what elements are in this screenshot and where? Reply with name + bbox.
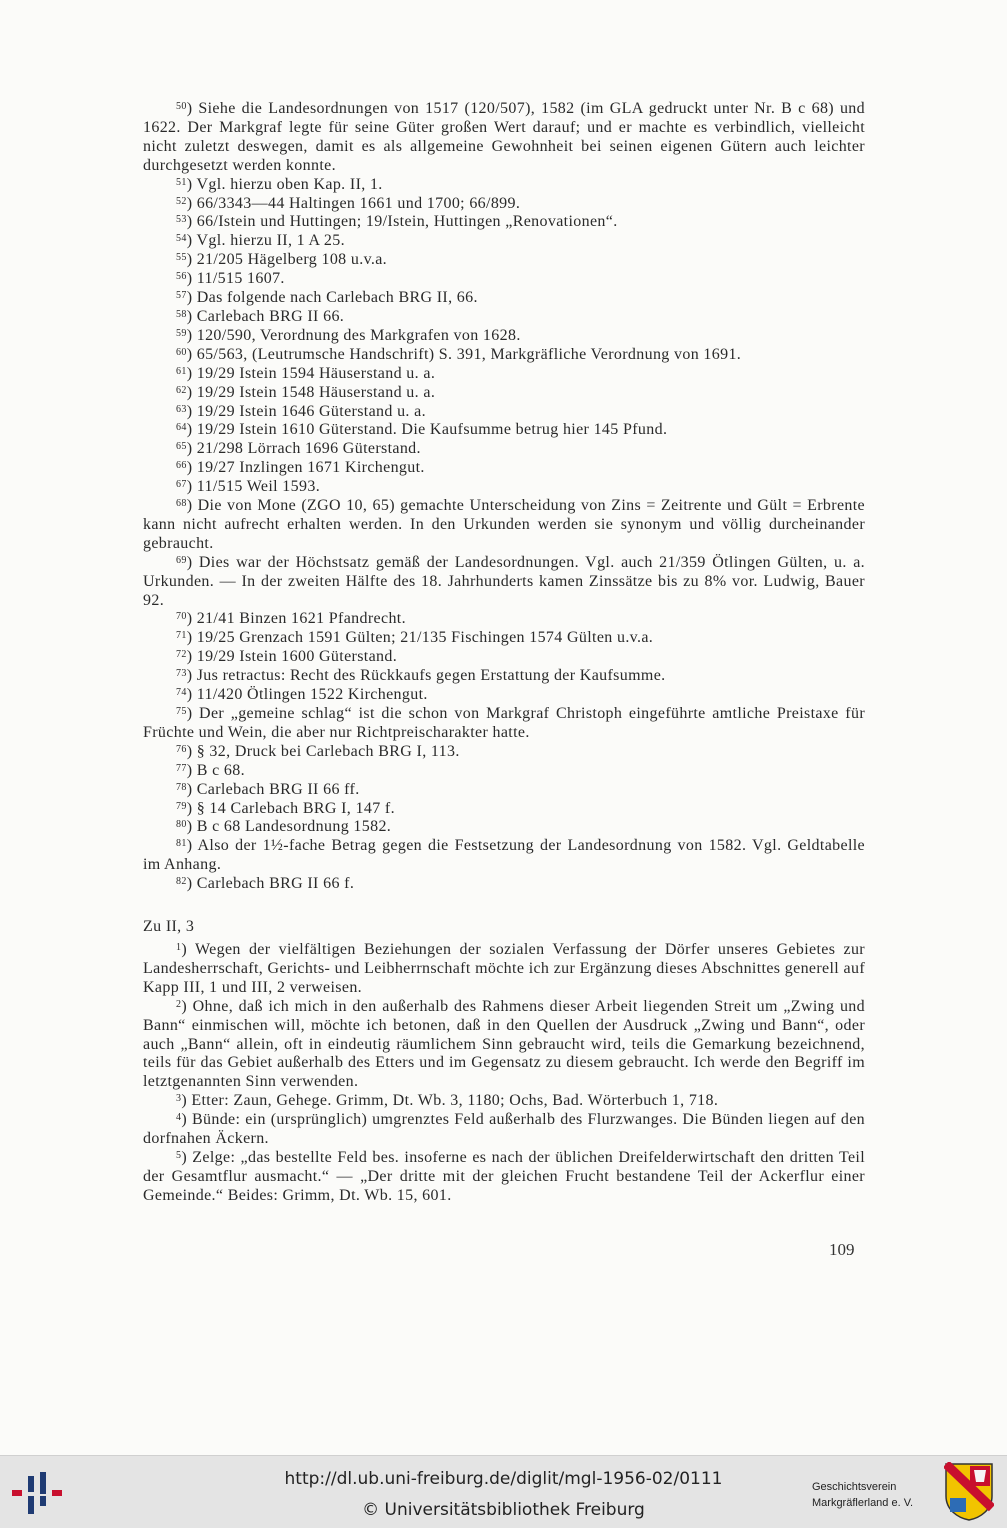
footnote-number: 76 [176, 743, 187, 755]
footnote-number: 2 [176, 998, 182, 1010]
footnote-text: § 14 Carlebach BRG I, 147 f. [196, 799, 395, 817]
footnote-number: 82 [176, 876, 187, 888]
footnote-text: § 32, Druck bei Carlebach BRG I, 113. [196, 742, 460, 760]
footnote-text: B c 68. [196, 761, 245, 779]
footnote-text: 11/420 Ötlingen 1522 Kirchengut. [196, 686, 428, 704]
footnote-text: 21/205 Hägelberg 108 u.v.a. [196, 251, 388, 269]
footnotes-text [143, 100, 865, 1206]
footnote-text: Etter: Zaun, Gehege. Grimm, Dt. Wb. 3, 1180; Ochs, Bad. Wörterbuch 1, 718. [191, 1092, 719, 1110]
footnote-number: 71 [176, 630, 187, 642]
footnote-text: 66/Istein und Huttingen; 19/Istein, Huttingen „Renovationen“. [196, 213, 618, 231]
footnote [143, 100, 865, 176]
footnote [143, 1092, 865, 1111]
footnote-paren: ) [186, 837, 198, 855]
footnote-paren: ) [186, 648, 197, 666]
footnote-number: 3 [176, 1093, 182, 1105]
footnote-paren: ) [181, 1148, 193, 1166]
document-url-link[interactable]: http://dl.ub.uni-freiburg.de/diglit/mgl-1956-02/0111 [284, 1469, 723, 1489]
footnote-paren: ) [186, 345, 197, 363]
footnote-number: 77 [176, 762, 187, 774]
footnote-number: 57 [176, 290, 187, 302]
footnote-text: Die von Mone (ZGO 10, 65) gemachte Unterscheidung von Zins = Zeitrente und Gült = Erbrente kann nicht aufrecht erhalten werden. In den Urkunden werden sie synonym und völlig durcheinander gebraucht. [143, 497, 866, 552]
footnote-paren: ) [186, 232, 197, 250]
footnote [143, 440, 865, 459]
coat-of-arms-icon [944, 1462, 994, 1522]
footnote-paren: ) [186, 402, 197, 420]
footnote [143, 478, 865, 497]
footnote-number: 53 [176, 214, 187, 226]
footnote-number: 61 [176, 365, 187, 377]
footnote-number: 70 [176, 611, 187, 623]
footnote-number: 67 [176, 479, 187, 491]
footnote [143, 384, 865, 403]
footnote-paren: ) [186, 553, 199, 571]
footnote-text: B c 68 Landesordnung 1582. [196, 818, 392, 836]
footnote-text: 65/563, (Leutrumsche Handschrift) S. 391, Markgräfliche Verordnung von 1691. [196, 345, 742, 363]
footnote-number: 80 [176, 819, 187, 831]
footnote-paren: ) [186, 799, 197, 817]
footnote-number: 52 [176, 195, 187, 207]
footnote-paren: ) [186, 289, 197, 307]
footnote-number: 60 [176, 346, 187, 358]
footnote [143, 459, 865, 478]
footnote [143, 327, 865, 346]
footnote-number: 64 [176, 422, 187, 434]
footnote-paren: ) [186, 629, 197, 647]
footnote-paren: ) [186, 875, 197, 893]
footnote-paren: ) [186, 175, 197, 193]
footnote [143, 837, 865, 875]
society-line-2: Markgräflerland e. V. [812, 1497, 914, 1509]
footnote-text: Carlebach BRG II 66. [196, 307, 345, 325]
footnote-number: 54 [176, 233, 187, 245]
footnote-text: 21/41 Binzen 1621 Pfandrecht. [196, 610, 406, 628]
footnote-number: 59 [176, 327, 187, 339]
footnote-number: 50 [176, 101, 187, 112]
footnote-paren: ) [186, 686, 197, 704]
footnote [143, 941, 865, 998]
footnote-text: Der „gemeine schlag“ ist die schon von Markgraf Christoph eingeführte amtliche Preistaxe für Früchte und Wein, die aber nur Richtpreischarakter hatte. [143, 705, 865, 741]
footnote-paren: ) [181, 997, 193, 1015]
footnote-paren: ) [186, 307, 197, 325]
footnote-paren: ) [186, 761, 197, 779]
footnote [143, 497, 865, 554]
footnote-text: Siehe die Landesordnungen von 1517 (120/507), 1582 (im GLA gedruckt unter Nr. B c 68) und 1622. Der Markgraf legte für seine Güter großen Wert darauf; und er machte es verbindlich, vielleicht nicht zuletzt deswegen, damit es als allgemeine Gewohnheit bei seinen eigenen Gütern auch leichter durchgesetzt werden konnte. [143, 100, 866, 174]
footnote-number: 65 [176, 441, 187, 453]
footnote [143, 705, 865, 743]
footnote [143, 403, 865, 422]
society-name [812, 1479, 942, 1511]
footnote-paren: ) [186, 667, 197, 685]
footnote [143, 1149, 865, 1206]
footnote-text: 11/515 Weil 1593. [196, 478, 321, 496]
footnote-number: 5 [176, 1149, 182, 1161]
footnote-text: 19/29 Istein 1646 Güterstand u. a. [196, 402, 426, 420]
footnote-text: Dies war der Höchstsatz gemäß der Landesordnungen. Vgl. auch 21/359 Ötlingen Gülten, u. a. Urkunden. — In der zweiten Hälfte des 18. Jahrhunderts kamen Zinssätze bis zu 8% vor. Ludwig, Bauer 92. [143, 553, 866, 609]
footnote-paren: ) [186, 705, 200, 722]
footnote [143, 667, 865, 686]
footnote-number: 74 [176, 687, 187, 699]
footnote [143, 365, 865, 384]
footnote [143, 346, 865, 365]
footnote-text: Carlebach BRG II 66 ff. [196, 780, 360, 798]
footnote [143, 251, 865, 270]
footnote-paren: ) [186, 610, 197, 628]
footnote-paren: ) [186, 478, 197, 496]
page-number: 109 [829, 1240, 855, 1259]
footnote-number: 1 [176, 941, 182, 953]
footnote [143, 743, 865, 762]
footnote [143, 308, 865, 327]
footnote [143, 629, 865, 648]
footnote [143, 686, 865, 705]
viewer-footer [0, 1455, 1007, 1528]
footnote-text: Wegen der vielfältigen Beziehungen der sozialen Verfassung der Dörfer unseres Gebietes zur Landesherrschaft, Gerichts- und Leibherrnschaft möchte ich zur Ergänzung dieses Abschnittes generell auf Kapp III, 1 und III, 2 verweisen. [143, 940, 865, 996]
footnote-text: 66/3343—44 Haltingen 1661 und 1700; 66/899. [196, 194, 521, 212]
footnote [143, 195, 865, 214]
footnote-number: 63 [176, 403, 187, 415]
footnote-paren: ) [186, 383, 197, 401]
footnote [143, 1111, 865, 1149]
footnote [143, 875, 865, 894]
footnote-paren: ) [181, 1111, 192, 1129]
footnote [143, 421, 865, 440]
footnote-text: 19/25 Grenzach 1591 Gülten; 21/135 Fischingen 1574 Gülten u.v.a. [196, 629, 654, 647]
footnote-text: Bünde: ein (ursprünglich) umgrenztes Feld außerhalb des Flurzwanges. Die Bünden liegen auf den dorfnahen Äckern. [143, 1111, 865, 1148]
footnote [143, 610, 865, 629]
footnote-paren: ) [186, 421, 197, 439]
footnote-paren: ) [186, 270, 197, 288]
footnote-text: Also der 1½-fache Betrag gegen die Festsetzung der Landesordnung von 1582. Vgl. Geldtabelle im Anhang. [143, 837, 865, 874]
footnote-number: 4 [176, 1112, 182, 1124]
footnote [143, 781, 865, 800]
footnote-paren: ) [186, 326, 197, 344]
footnote-number: 68 [176, 498, 187, 510]
footnote [143, 232, 865, 251]
footnote-number: 51 [176, 176, 187, 188]
footnote-number: 75 [176, 706, 187, 717]
footnote-number: 69 [176, 554, 187, 566]
footnote-text: 19/29 Istein 1600 Güterstand. [196, 648, 398, 666]
footnote-paren: ) [181, 1092, 192, 1110]
footnote [143, 213, 865, 232]
footnote-number: 78 [176, 781, 187, 793]
society-line-1: Geschichtsverein [812, 1481, 897, 1493]
footnotes-section-ii-3 [143, 941, 865, 1206]
footnote-text: 19/29 Istein 1594 Häuserstand u. a. [196, 364, 436, 382]
footnote-number: 62 [176, 384, 187, 396]
footnote-paren: ) [186, 818, 197, 836]
footnote-paren: ) [186, 194, 197, 212]
footnote-paren: ) [186, 364, 197, 382]
footnote-text: 19/29 Istein 1610 Güterstand. Die Kaufsumme betrug hier 145 Pfund. [196, 421, 668, 439]
footnote-paren: ) [181, 940, 195, 958]
footnote-text: Vgl. hierzu oben Kap. II, 1. [196, 175, 383, 193]
footnote-text: 19/29 Istein 1548 Häuserstand u. a. [196, 383, 436, 401]
copyright-text: © Universitätsbibliothek Freiburg [362, 1500, 645, 1520]
footnote-number: 79 [176, 800, 187, 812]
footnote-number: 81 [176, 838, 187, 850]
footnote [143, 648, 865, 667]
footnote-text: Das folgende nach Carlebach BRG II, 66. [196, 289, 478, 307]
footnote-number: 55 [176, 252, 187, 264]
footnote-text: Vgl. hierzu II, 1 A 25. [196, 232, 345, 250]
footnote [143, 800, 865, 819]
footnote [143, 998, 865, 1093]
footnote [143, 818, 865, 837]
footnote-paren: ) [186, 440, 197, 458]
footnote-number: 56 [176, 271, 187, 283]
footnote-paren: ) [186, 497, 198, 515]
footnote-paren: ) [186, 251, 197, 269]
footnotes-section-ii-2 [143, 100, 865, 894]
footnote-text: 120/590, Verordnung des Markgrafen von 1628. [196, 326, 521, 344]
footnote [143, 762, 865, 781]
footnote-text: Carlebach BRG II 66 f. [196, 875, 355, 893]
footnote-text: 19/27 Inzlingen 1671 Kirchengut. [196, 459, 425, 477]
footnote-text: Jus retractus: Recht des Rückkaufs gegen Erstattung der Kaufsumme. [196, 667, 666, 685]
footnote-text: Zelge: „das bestellte Feld bes. insoferne es nach der üblichen Dreifelderwirtschaft den dritten Teil der Gesamtflur ausmacht.“ — „Der dritte mit der gleichen Frucht bestandene Teil der Ackerflur einer Gemeinde.“ Beides: Grimm, Dt. Wb. 15, 601. [143, 1148, 865, 1204]
footnote [143, 176, 865, 195]
footnote-number: 73 [176, 668, 187, 680]
footnote-paren: ) [186, 213, 197, 231]
footnote [143, 289, 865, 308]
footnote-paren: ) [186, 780, 197, 798]
footnote-paren: ) [186, 742, 197, 760]
footnote-text: Ohne, daß ich mich in den außerhalb des Rahmens dieser Arbeit liegenden Streit um „Zwing und Bann“ einmischen will, möchte ich betonen, daß in den Quellen der Ausdruck „Zwing und Bann“, oder auch „Bann“ allein, oft in eindeutig räumlichem Sinn gebraucht wird, teils die Gemarkung bezeichnend, teils für das Gebiet außerhalb des Etters und im Gegensatz zu diesem gebraucht. Ich werde den Begriff im letztgenannten Sinn verwenden. [143, 997, 865, 1091]
footnote [143, 270, 865, 289]
footnote [143, 554, 865, 611]
footnote-text: 11/515 1607. [196, 270, 285, 288]
footnote-number: 72 [176, 649, 187, 661]
footnote-text: 21/298 Lörrach 1696 Güterstand. [196, 440, 421, 458]
footnote-paren: ) [186, 459, 197, 477]
footnote-number: 58 [176, 308, 187, 320]
footnote-paren: ) [186, 100, 199, 117]
footnote-number: 66 [176, 460, 187, 472]
section-heading: Zu II, 3 [143, 918, 195, 936]
